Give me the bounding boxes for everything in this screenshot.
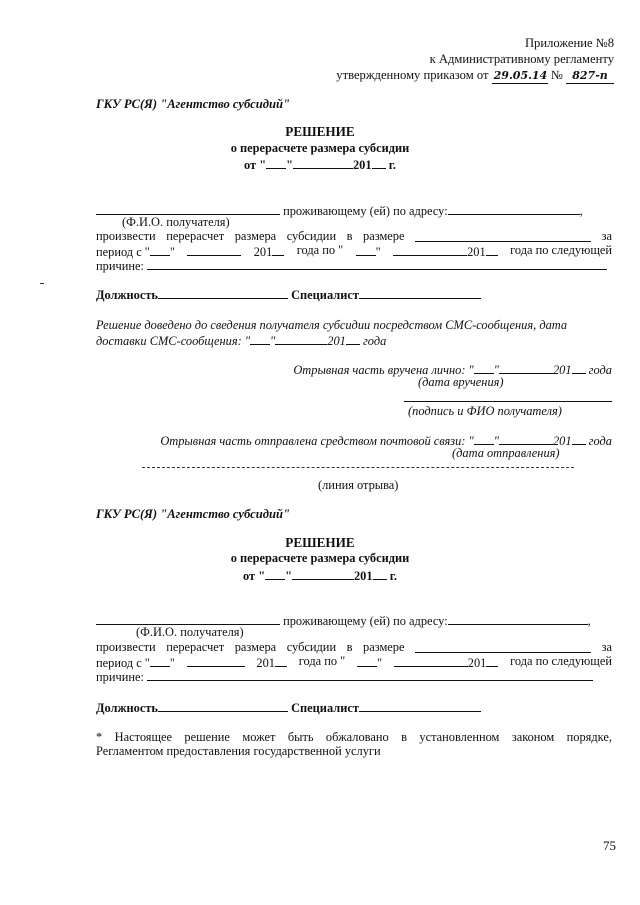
specialist-blank [359,286,481,299]
amount-blank-2 [415,640,591,653]
order-date-handwritten: 29.05.14 [493,69,548,82]
period-line: период с " " 201 года по " " 201 года по следующей [96,243,612,259]
address-blank-2 [448,612,588,625]
recalc-line-2: произвести перерасчет размера субсидии в размере за [96,640,612,654]
appendix-reglament: к Административному регламенту [429,52,614,66]
position-blank-2 [158,699,288,712]
mailed-date-caption: (дата отправления) [452,446,560,460]
decision-subtitle-2: о перерасчете размера субсидии [230,551,410,565]
reason-blank [147,257,607,270]
amount-blank [415,229,591,242]
sms-line-2: доставки СМС-сообщения: " " 201 года [96,334,387,348]
handed-line: Отрывная часть вручена лично: " " 201 года [293,363,612,377]
appendix-number: Приложение №8 [524,36,614,50]
handed-signature-caption: (подпись и ФИО получателя) [408,404,562,418]
reason-blank-2 [147,668,593,681]
resident-line: проживающему (ей) по адресу: , [96,202,612,220]
period-line-2: период с " " 201 года по " " 201 года по следующей [96,654,612,670]
recipient-name-blank-2 [96,612,280,625]
organization-name-2: ГКУ РС(Я) "Агентство субсидий" [96,507,290,521]
recipient-name-blank [96,202,280,215]
recalc-line: произвести перерасчет размера субсидии в размере за [96,229,612,243]
handed-date-caption: (дата вручения) [418,375,504,389]
appeal-note-line-2: Регламентом предоставления государственной услуги [96,744,381,758]
recipient-name-caption: (Ф.И.О. получателя) [122,215,230,229]
signature-line: Должность Специалист [96,286,612,304]
recipient-name-caption-2: (Ф.И.О. получателя) [136,625,244,639]
decision-subtitle: о перерасчете размера субсидии [230,141,410,155]
position-blank [158,286,288,299]
resident-line-2: проживающему (ей) по адресу: , [96,612,612,630]
decision-date-line-2: от " " 201 г. [242,569,398,583]
page-number: 75 [603,838,616,853]
tear-line-caption: (линия отрыва) [318,478,399,492]
mailed-line: Отрывная часть отправлена средством почтовой связи: " " 201 года [160,434,612,448]
handed-signature-blank [404,401,612,402]
order-number-handwritten: 827-п [566,69,614,84]
appeal-note-line-1: * Настоящее решение может быть обжаловано в установленном законом порядке, [96,730,612,744]
organization-name: ГКУ РС(Я) "Агентство субсидий" [96,97,290,111]
reason-line-2: причине: [96,668,612,686]
address-blank [448,202,580,215]
decision-date-line: от " " 201 г. [243,158,397,172]
signature-line-2: Должность Специалист [96,699,612,717]
sms-line-1: Решение доведено до сведения получателя субсидии посредством СМС-сообщения, дата [96,318,568,332]
reason-line: причине: [96,257,612,275]
tear-off-dashed-line [142,467,574,468]
specialist-blank-2 [359,699,481,712]
decision-title: РЕШЕНИЕ [285,124,355,139]
scan-mark [40,283,44,284]
appendix-order: утвержденному приказом от 29.05.14 № 827-п [336,68,614,84]
decision-title-2: РЕШЕНИЕ [285,535,355,550]
